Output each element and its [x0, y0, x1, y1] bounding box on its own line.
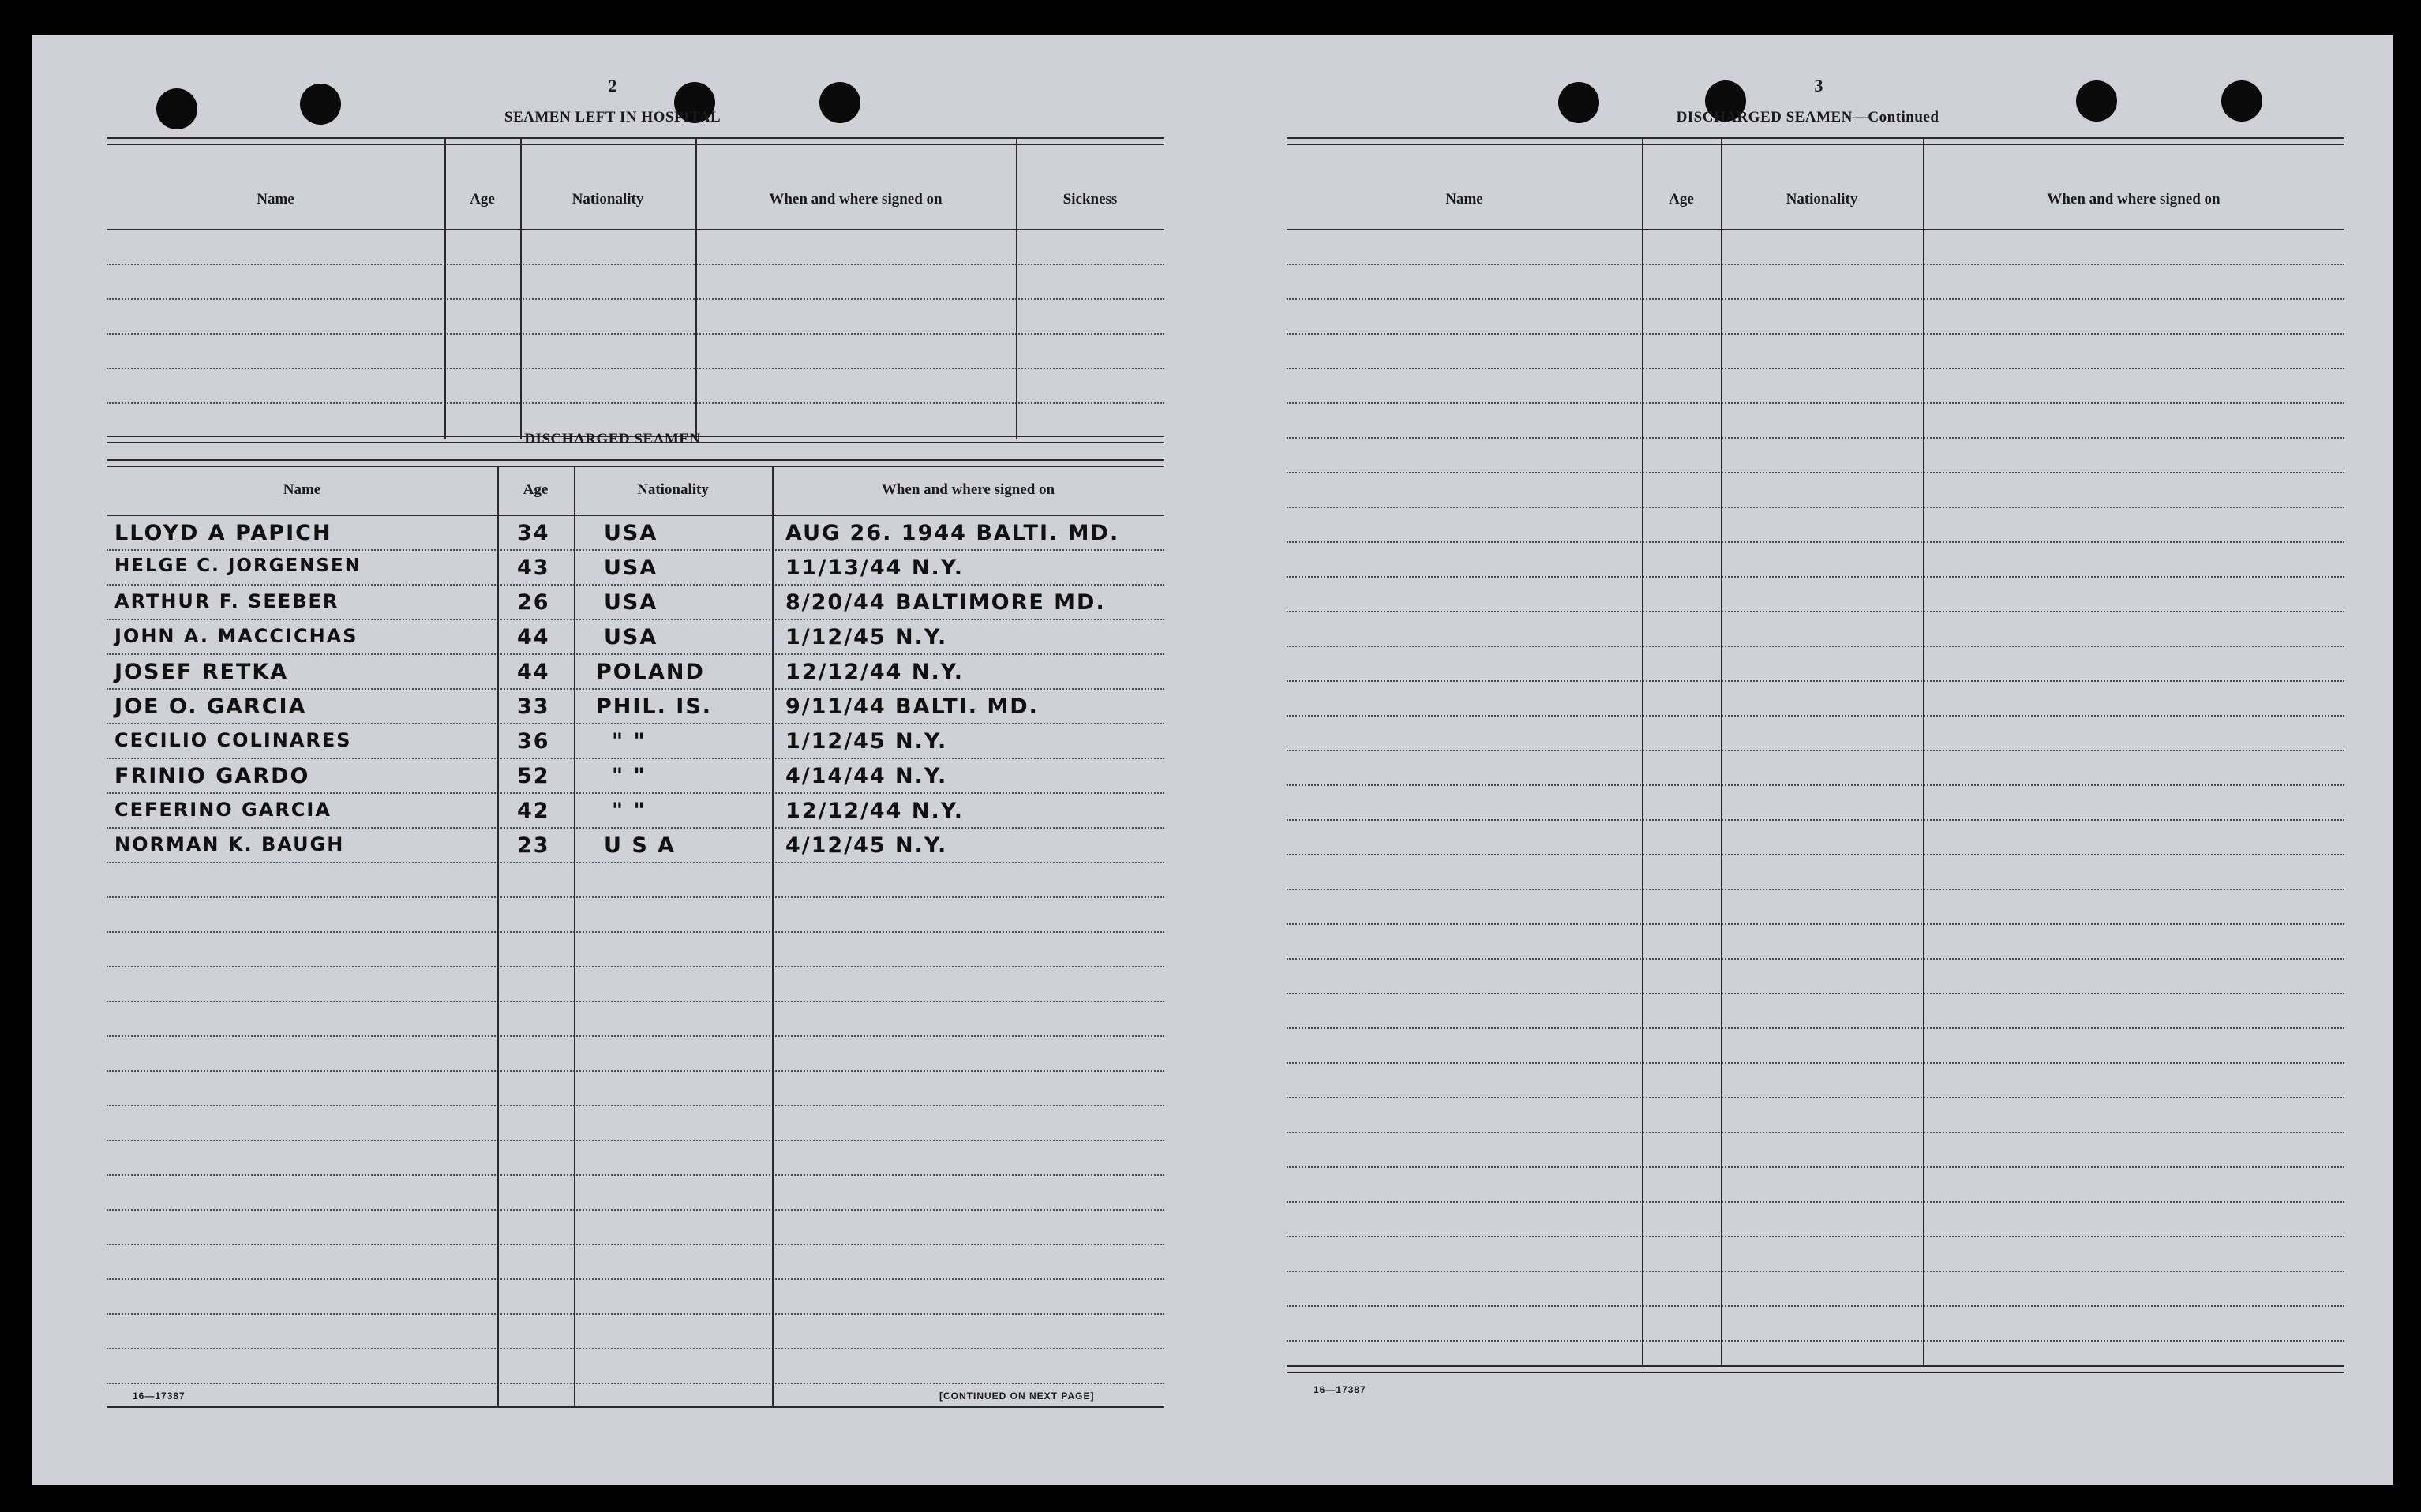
continued-col-age: Age	[1669, 191, 1694, 208]
ruled-line	[1287, 1340, 2344, 1342]
continued-col-nationality: Nationality	[1786, 191, 1858, 208]
ruled-line	[107, 1105, 1164, 1106]
ruled-line	[1287, 1271, 2344, 1272]
ruled-line	[1287, 889, 2344, 890]
ruled-line	[1287, 819, 2344, 821]
discharged-col-signed-on: When and where signed on	[881, 481, 1055, 498]
punch-hole	[1558, 82, 1599, 123]
ruled-line	[107, 862, 1164, 863]
ruled-line	[1287, 1236, 2344, 1237]
seaman-age: 23	[517, 833, 550, 858]
punch-hole	[2221, 80, 2262, 122]
seaman-signed-on: 12/12/44 N.Y.	[785, 799, 965, 823]
ruled-line	[107, 1348, 1164, 1349]
seaman-nationality: " "	[612, 729, 646, 754]
punch-hole	[2076, 80, 2117, 122]
seaman-age: 44	[517, 625, 550, 649]
seaman-nationality: POLAND	[596, 660, 705, 684]
ruled-line	[1287, 472, 2344, 473]
ruled-line	[1287, 576, 2344, 578]
seaman-age: 52	[517, 764, 550, 788]
ruled-line	[1287, 611, 2344, 612]
page-number: 2	[608, 76, 617, 95]
punch-hole	[156, 88, 197, 129]
ruled-line	[1287, 958, 2344, 960]
seaman-age: 42	[517, 799, 550, 823]
ruled-line	[1287, 646, 2344, 647]
ruled-line	[1287, 1305, 2344, 1307]
continued-note: [CONTINUED ON NEXT PAGE]	[939, 1390, 1095, 1402]
seaman-name: LLOYD A PAPICH	[114, 521, 332, 545]
seaman-nationality: U S A	[604, 833, 676, 858]
form-number: 16—17387	[133, 1390, 186, 1402]
seaman-name: CECILIO COLINARES	[114, 729, 352, 751]
ruled-line	[107, 1313, 1164, 1315]
continued-col-signed-on: When and where signed on	[2047, 191, 2220, 208]
hospital-col-sickness: Sickness	[1062, 191, 1118, 208]
discharged-continued-table	[1287, 137, 2344, 1416]
seaman-age: 44	[517, 660, 550, 684]
ruled-line	[1287, 1166, 2344, 1168]
ruled-line	[1287, 750, 2344, 751]
seaman-nationality: USA	[604, 556, 658, 580]
title-main: DISCHARGED SEAMEN	[1676, 109, 1853, 125]
seaman-signed-on: 9/11/44 BALTI. MD.	[785, 694, 1039, 719]
seaman-signed-on: 4/14/44 N.Y.	[785, 764, 948, 788]
ruled-line	[107, 1174, 1164, 1176]
discharged-col-nationality: Nationality	[637, 481, 709, 498]
seaman-nationality: " "	[612, 799, 646, 823]
ruled-line	[1287, 402, 2344, 404]
seaman-nationality: USA	[604, 521, 658, 545]
seaman-name: JOSEF RETKA	[114, 660, 289, 684]
hospital-col-age: Age	[470, 191, 495, 208]
seaman-signed-on: 12/12/44 N.Y.	[785, 660, 965, 684]
seaman-name: HELGE C. JORGENSEN	[114, 556, 362, 576]
seaman-age: 36	[517, 729, 550, 754]
ruled-line	[1287, 1201, 2344, 1203]
seaman-nationality: USA	[604, 625, 658, 649]
ruled-line	[107, 1035, 1164, 1037]
ruled-line	[107, 896, 1164, 898]
ruled-line	[107, 619, 1164, 620]
seaman-name: ARTHUR F. SEEBER	[114, 590, 339, 612]
continued-col-name: Name	[1445, 191, 1483, 208]
seaman-age: 26	[517, 590, 550, 615]
seaman-signed-on: 8/20/44 BALTIMORE MD.	[785, 590, 1106, 615]
ruled-line	[107, 1140, 1164, 1141]
ruled-line	[1287, 993, 2344, 994]
seaman-nationality: PHIL. IS.	[596, 694, 713, 719]
ruled-line	[107, 723, 1164, 724]
hospital-col-nationality: Nationality	[572, 191, 644, 208]
ruled-line	[107, 1383, 1164, 1384]
seaman-age: 43	[517, 556, 550, 580]
ruled-line	[107, 688, 1164, 690]
title-continued: —Continued	[1852, 109, 1939, 125]
seaman-name: NORMAN K. BAUGH	[114, 833, 345, 855]
punch-hole	[819, 82, 860, 123]
ruled-line	[107, 584, 1164, 586]
seaman-name: JOHN A. MACCICHAS	[114, 625, 358, 647]
seaman-signed-on: 4/12/45 N.Y.	[785, 833, 948, 858]
ruled-line	[107, 653, 1164, 655]
ruled-line	[107, 966, 1164, 967]
ruled-line	[1287, 368, 2344, 369]
hospital-col-name: Name	[257, 191, 294, 208]
discharged-col-name: Name	[283, 481, 321, 498]
ruled-line	[1287, 923, 2344, 925]
discharged-section-title: DISCHARGED SEAMEN	[524, 431, 701, 447]
seaman-nationality: USA	[604, 590, 658, 615]
discharged-col-age: Age	[523, 481, 549, 498]
ruled-line	[1287, 680, 2344, 682]
ruled-line	[1287, 1097, 2344, 1098]
seaman-name: FRINIO GARDO	[114, 764, 310, 788]
ruled-line	[1287, 507, 2344, 508]
punch-hole	[300, 84, 341, 125]
ruled-line	[1287, 541, 2344, 543]
ruled-line	[1287, 1027, 2344, 1029]
ruled-line	[1287, 298, 2344, 300]
ruled-line	[107, 1209, 1164, 1211]
seaman-signed-on: 1/12/45 N.Y.	[785, 625, 948, 649]
form-number: 16—17387	[1314, 1384, 1366, 1395]
hospital-section-title: SEAMEN LEFT IN HOSPITAL	[504, 109, 721, 125]
seaman-age: 34	[517, 521, 550, 545]
ruled-line	[1287, 784, 2344, 786]
ruled-line	[1287, 1062, 2344, 1064]
hospital-col-signed-on: When and where signed on	[769, 191, 943, 208]
seaman-signed-on: 1/12/45 N.Y.	[785, 729, 948, 754]
ruled-line	[107, 827, 1164, 829]
seaman-name: CEFERINO GARCIA	[114, 799, 332, 821]
ruled-line	[1287, 437, 2344, 439]
seaman-age: 33	[517, 694, 550, 719]
seaman-nationality: " "	[612, 764, 646, 788]
ruled-line	[1287, 854, 2344, 855]
ruled-line	[107, 1070, 1164, 1072]
hospital-table	[107, 137, 1164, 445]
ruled-line	[1287, 1132, 2344, 1133]
ruled-line	[107, 792, 1164, 794]
seaman-signed-on: AUG 26. 1944 BALTI. MD.	[785, 521, 1120, 545]
ruled-line	[107, 549, 1164, 551]
seaman-name: JOE O. GARCIA	[114, 694, 307, 719]
page-number: 3	[1814, 76, 1823, 95]
discharged-table	[107, 459, 1164, 1414]
ruled-line	[107, 931, 1164, 933]
ruled-line	[1287, 264, 2344, 265]
ruled-line	[1287, 333, 2344, 335]
ruled-line	[107, 1278, 1164, 1280]
ruled-line	[1287, 715, 2344, 717]
discharged-continued-title	[1595, 109, 2021, 126]
ruled-line	[107, 758, 1164, 759]
ruled-line	[107, 1001, 1164, 1002]
document-sheet	[32, 35, 2393, 1485]
seaman-signed-on: 11/13/44 N.Y.	[785, 556, 965, 580]
ruled-line	[107, 1244, 1164, 1245]
